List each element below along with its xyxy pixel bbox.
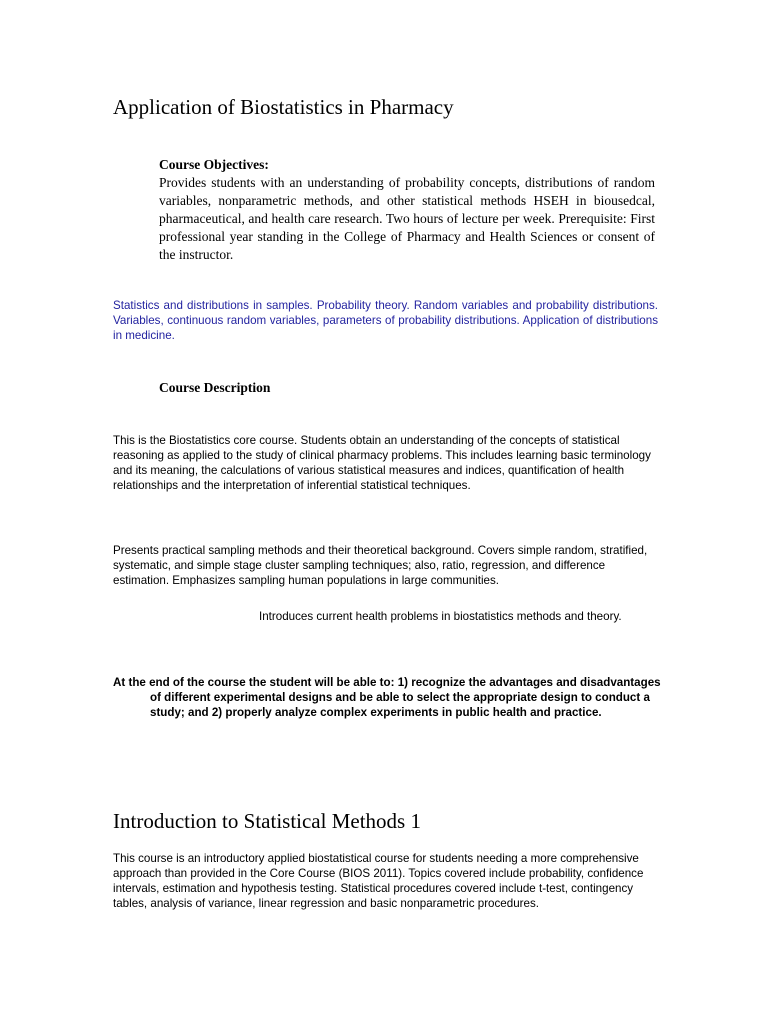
course-objectives-text: Provides students with an understanding of probability concepts, distributions of random variables, nonparametric methods, and other statistical methods HSEH in biousedcal, pharmaceutical, and health care research. Two hours of lecture per week. Prerequisite: First professional year standing in the College of Pharmacy and Health Sciences or consent of the instructor. — [159, 175, 655, 262]
course-title-statistical-methods: Introduction to Statistical Methods 1 — [113, 809, 421, 833]
course-objectives-heading: Course Objectives: — [159, 157, 269, 172]
learning-outcomes-text: At the end of the course the student will be able to: 1) recognize the advantages and disadvantages of different experimental designs and be able to select the appropriate design to conduct a study; and 2) properly analyze complex experiments in public health and practice. — [113, 676, 661, 719]
course-description-paragraph-1: This is the Biostatistics core course. Students obtain an understanding of the concepts of statistical reasoning as applied to the study of clinical pharmacy problems. This includes learning basic terminology and its meaning, the calculations of various statistical measures and indices, quantification of health relationships and the interpretation of inferential statistical techniques. — [113, 434, 651, 492]
course-topics-text: Statistics and distributions in samples. Probability theory. Random variables and probability distributions. Variables, continuous random variables, parameters of probability distributions. Application of distributions in medicine. — [113, 299, 658, 342]
course-title-biostatistics-pharmacy: Application of Biostatistics in Pharmacy — [113, 95, 454, 119]
course-description-paragraph-2: Presents practical sampling methods and their theoretical background. Covers simple random, stratified, systematic, and simple stage cluster sampling techniques; also, ratio, regression, and difference estimation. Emphasizes sampling human populations in large communities. — [113, 544, 648, 587]
course-description-paragraph-3: Introduces current health problems in biostatistics methods and theory. — [259, 610, 622, 623]
statistical-methods-description: This course is an introductory applied biostatistical course for students needing a more comprehensive approach than provided in the Core Course (BIOS 2011). Topics covered include probability, confidence intervals, estimation and hypothesis testing. Statistical procedures covered include t-test, contingency tables, analysis of variance, linear regression and basic nonparametric procedures. — [113, 852, 644, 910]
course-description-heading: Course Description — [159, 380, 271, 395]
